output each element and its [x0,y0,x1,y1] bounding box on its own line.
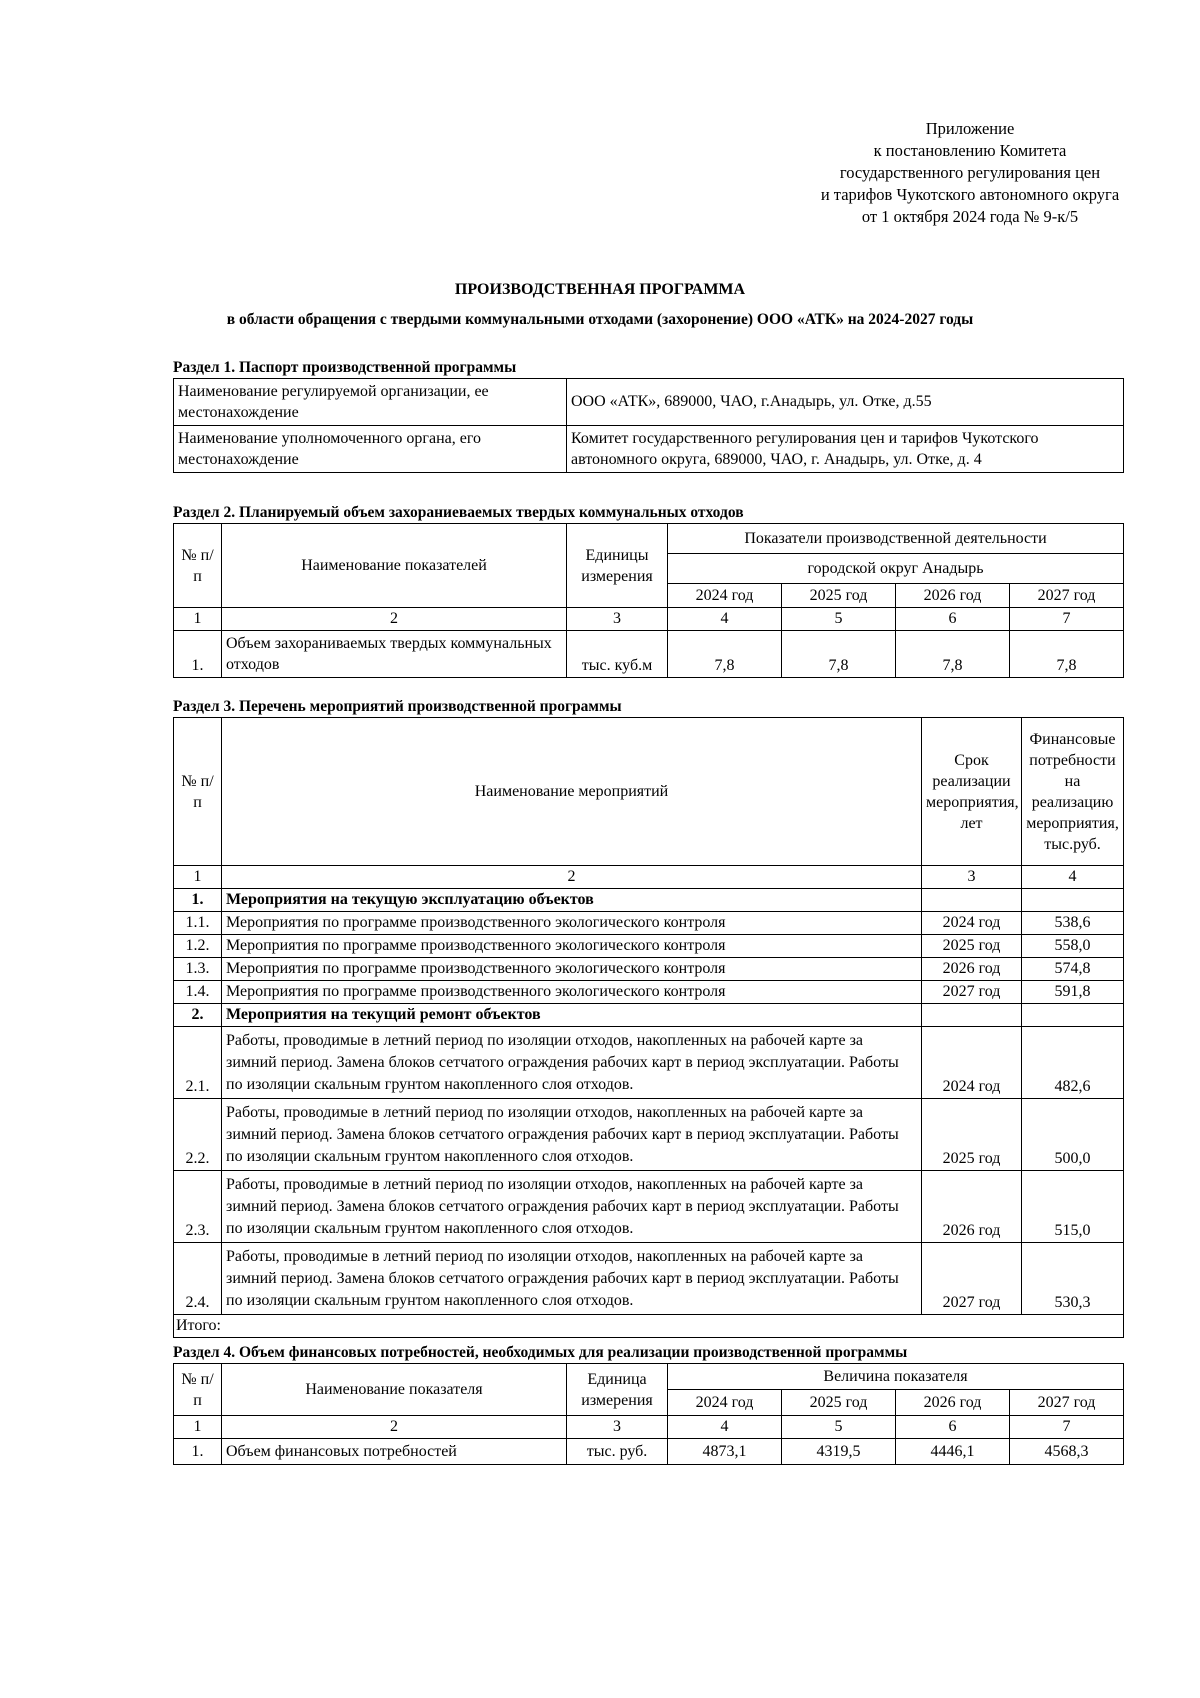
column-number: 2 [222,1416,567,1439]
appendix-line: к постановлению Комитета [873,141,1067,160]
row-value: 4873,1 [668,1439,782,1465]
row-term: 2027 год [922,981,1022,1004]
row-name: Работы, проводимые в летний период по изоляции отходов, накопленных на рабочей карте за зимний период. Замена блоков сетчатого ограждения рабочих карт в период эксплуатации. Работы по изоляции скальным грунтом накопленного слоя отходов. [222,1027,922,1099]
row-name: Работы, проводимые в летний период по изоляции отходов, накопленных на рабочей карте за зимний период. Замена блоков сетчатого ограждения рабочих карт в период эксплуатации. Работы по изоляции скальным грунтом накопленного слоя отходов. [222,1171,922,1243]
row-term: 2026 год [922,1171,1022,1243]
row-name: Работы, проводимые в летний период по изоляции отходов, накопленных на рабочей карте за зимний период. Замена блоков сетчатого ограждения рабочих карт в период эксплуатации. Работы по изоляции скальным грунтом накопленного слоя отходов. [222,1243,922,1315]
header-name: Наименование мероприятий [222,718,922,866]
column-number: 3 [567,608,668,631]
appendix-header [760,118,1180,228]
row-fin [1022,889,1124,912]
table-row [174,379,1124,426]
document-title [0,279,1200,331]
row-value: 7,8 [668,631,782,678]
section-title: Раздел 3. Перечень мероприятий производственной программы [173,698,622,715]
header-subgroup: городской округ Анадырь [668,554,1124,584]
row-term [922,1004,1022,1027]
row-num: 1.2. [174,935,222,958]
table-row [174,935,1124,958]
column-number: 3 [567,1416,668,1439]
row-value: 4319,5 [782,1439,896,1465]
table-row [174,631,1124,678]
section-3 [173,697,1123,1338]
row-num: 1. [174,631,222,678]
row-name: Мероприятия по программе производственного экологического контроля [222,935,922,958]
column-number: 4 [1022,866,1124,889]
row-num: 2. [174,1004,222,1027]
title-sub: в области обращения с твердыми коммунальными отходами (захоронение) ООО «АТК» на 2024-2027 годы [226,311,974,328]
table-row [174,1171,1124,1243]
column-number: 1 [174,1416,222,1439]
table-row [174,912,1124,935]
row-num: 2.4. [174,1243,222,1315]
header-year: 2025 год [782,584,896,608]
row-term: 2024 год [922,1027,1022,1099]
row-num: 1. [174,889,222,912]
row-term: 2026 год [922,958,1022,981]
table-row [174,958,1124,981]
row-name: Мероприятия по программе производственного экологического контроля [222,912,922,935]
row-fin [1022,1004,1124,1027]
column-number-row [174,866,1124,889]
header-unit: Единица измерения [567,1364,668,1416]
section-4 [173,1343,1123,1465]
header-year: 2026 год [896,584,1010,608]
header-group: Показатели производственной деятельности [668,524,1124,554]
column-number-row [174,1416,1124,1439]
row-num: 1. [174,1439,222,1465]
volume-table [173,523,1124,678]
table-row [174,1243,1124,1315]
header-year: 2027 год [1010,1390,1124,1416]
row-name: Мероприятия на текущий ремонт объектов [222,1004,922,1027]
row-num: 1.3. [174,958,222,981]
section-title: Раздел 4. Объем финансовых потребностей, необходимых для реализации производственной программы [173,1344,908,1361]
row-value: 7,8 [896,631,1010,678]
column-number-row [174,608,1124,631]
section-2 [173,503,1123,678]
column-number: 2 [222,608,567,631]
table-header-row [174,1364,1124,1390]
row-fin: 591,8 [1022,981,1124,1004]
row-num: 2.2. [174,1099,222,1171]
column-number: 7 [1010,608,1124,631]
column-number: 3 [922,866,1022,889]
header-unit: Единицы измерения [567,524,668,608]
row-name: Мероприятия по программе производственного экологического контроля [222,958,922,981]
row-num: 2.1. [174,1027,222,1099]
row-fin: 538,6 [1022,912,1124,935]
group-row [174,1004,1124,1027]
section-1 [173,358,1123,473]
table-cell: ООО «АТК», 689000, ЧАО, г.Анадырь, ул. Отке, д.55 [567,379,1124,426]
row-fin: 482,6 [1022,1027,1124,1099]
header-year: 2025 год [782,1390,896,1416]
row-fin: 530,3 [1022,1243,1124,1315]
table-cell: Комитет государственного регулирования цен и тарифов Чукотского автономного округа, 689000, ЧАО, г. Анадырь, ул. Отке, д. 4 [567,426,1124,473]
header-group: Величина показателя [668,1364,1124,1390]
appendix-line: от 1 октября 2024 года № 9-к/5 [861,207,1079,226]
title-main: ПРОИЗВОДСТВЕННАЯ ПРОГРАММА [454,281,746,298]
row-num: 2.3. [174,1171,222,1243]
activities-table [173,717,1124,1338]
header-name: Наименование показателя [222,1364,567,1416]
row-unit: тыс. руб. [567,1439,668,1465]
column-number: 4 [668,1416,782,1439]
table-row [174,1027,1124,1099]
table-cell: Наименование уполномоченного органа, его местонахождение [174,426,567,473]
column-number: 5 [782,1416,896,1439]
column-number: 6 [896,1416,1010,1439]
row-fin: 574,8 [1022,958,1124,981]
row-term [922,889,1022,912]
financial-table [173,1363,1124,1465]
total-label: Итого: [174,1315,1124,1338]
header-fin: Финансовые потребности на реализацию мероприятия, тыс.руб. [1022,718,1124,866]
row-num: 1.1. [174,912,222,935]
column-number: 6 [896,608,1010,631]
group-row [174,889,1124,912]
table-header-row [174,718,1124,866]
column-number: 5 [782,608,896,631]
section-title: Раздел 2. Планируемый объем захораниеваемых твердых коммунальных отходов [173,504,744,521]
row-term: 2027 год [922,1243,1022,1315]
row-value: 7,8 [1010,631,1124,678]
column-number: 7 [1010,1416,1124,1439]
row-num: 1.4. [174,981,222,1004]
section-title: Раздел 1. Паспорт производственной программы [173,359,517,376]
header-name: Наименование показателей [222,524,567,608]
row-name: Мероприятия на текущую эксплуатацию объектов [222,889,922,912]
header-year: 2024 год [668,584,782,608]
table-row [174,426,1124,473]
header-term: Срок реализации мероприятия, лет [922,718,1022,866]
column-number: 4 [668,608,782,631]
header-num: № п/п [174,524,222,608]
appendix-line: Приложение [925,119,1015,138]
header-num: № п/п [174,718,222,866]
header-year: 2026 год [896,1390,1010,1416]
column-number: 1 [174,608,222,631]
row-value: 7,8 [782,631,896,678]
table-row [174,1439,1124,1465]
table-header-row [174,524,1124,554]
row-name: Объем финансовых потребностей [222,1439,567,1465]
header-num: № п/п [174,1364,222,1416]
column-number: 2 [222,866,922,889]
row-fin: 558,0 [1022,935,1124,958]
row-value: 4446,1 [896,1439,1010,1465]
row-value: 4568,3 [1010,1439,1124,1465]
appendix-line: и тарифов Чукотского автономного округа [820,185,1120,204]
appendix-line: государственного регулирования цен [839,163,1101,182]
header-year: 2027 год [1010,584,1124,608]
passport-table [173,378,1124,473]
table-cell: Наименование регулируемой организации, ее местонахождение [174,379,567,426]
row-term: 2025 год [922,935,1022,958]
row-name: Мероприятия по программе производственного экологического контроля [222,981,922,1004]
row-name: Работы, проводимые в летний период по изоляции отходов, накопленных на рабочей карте за зимний период. Замена блоков сетчатого ограждения рабочих карт в период эксплуатации. Работы по изоляции скальным грунтом накопленного слоя отходов. [222,1099,922,1171]
column-number: 1 [174,866,222,889]
total-row [174,1315,1124,1338]
table-row [174,1099,1124,1171]
row-fin: 500,0 [1022,1099,1124,1171]
row-fin: 515,0 [1022,1171,1124,1243]
row-name: Объем захораниваемых твердых коммунальных отходов [222,631,567,678]
row-term: 2025 год [922,1099,1022,1171]
table-row [174,981,1124,1004]
row-term: 2024 год [922,912,1022,935]
row-unit: тыс. куб.м [567,631,668,678]
header-year: 2024 год [668,1390,782,1416]
